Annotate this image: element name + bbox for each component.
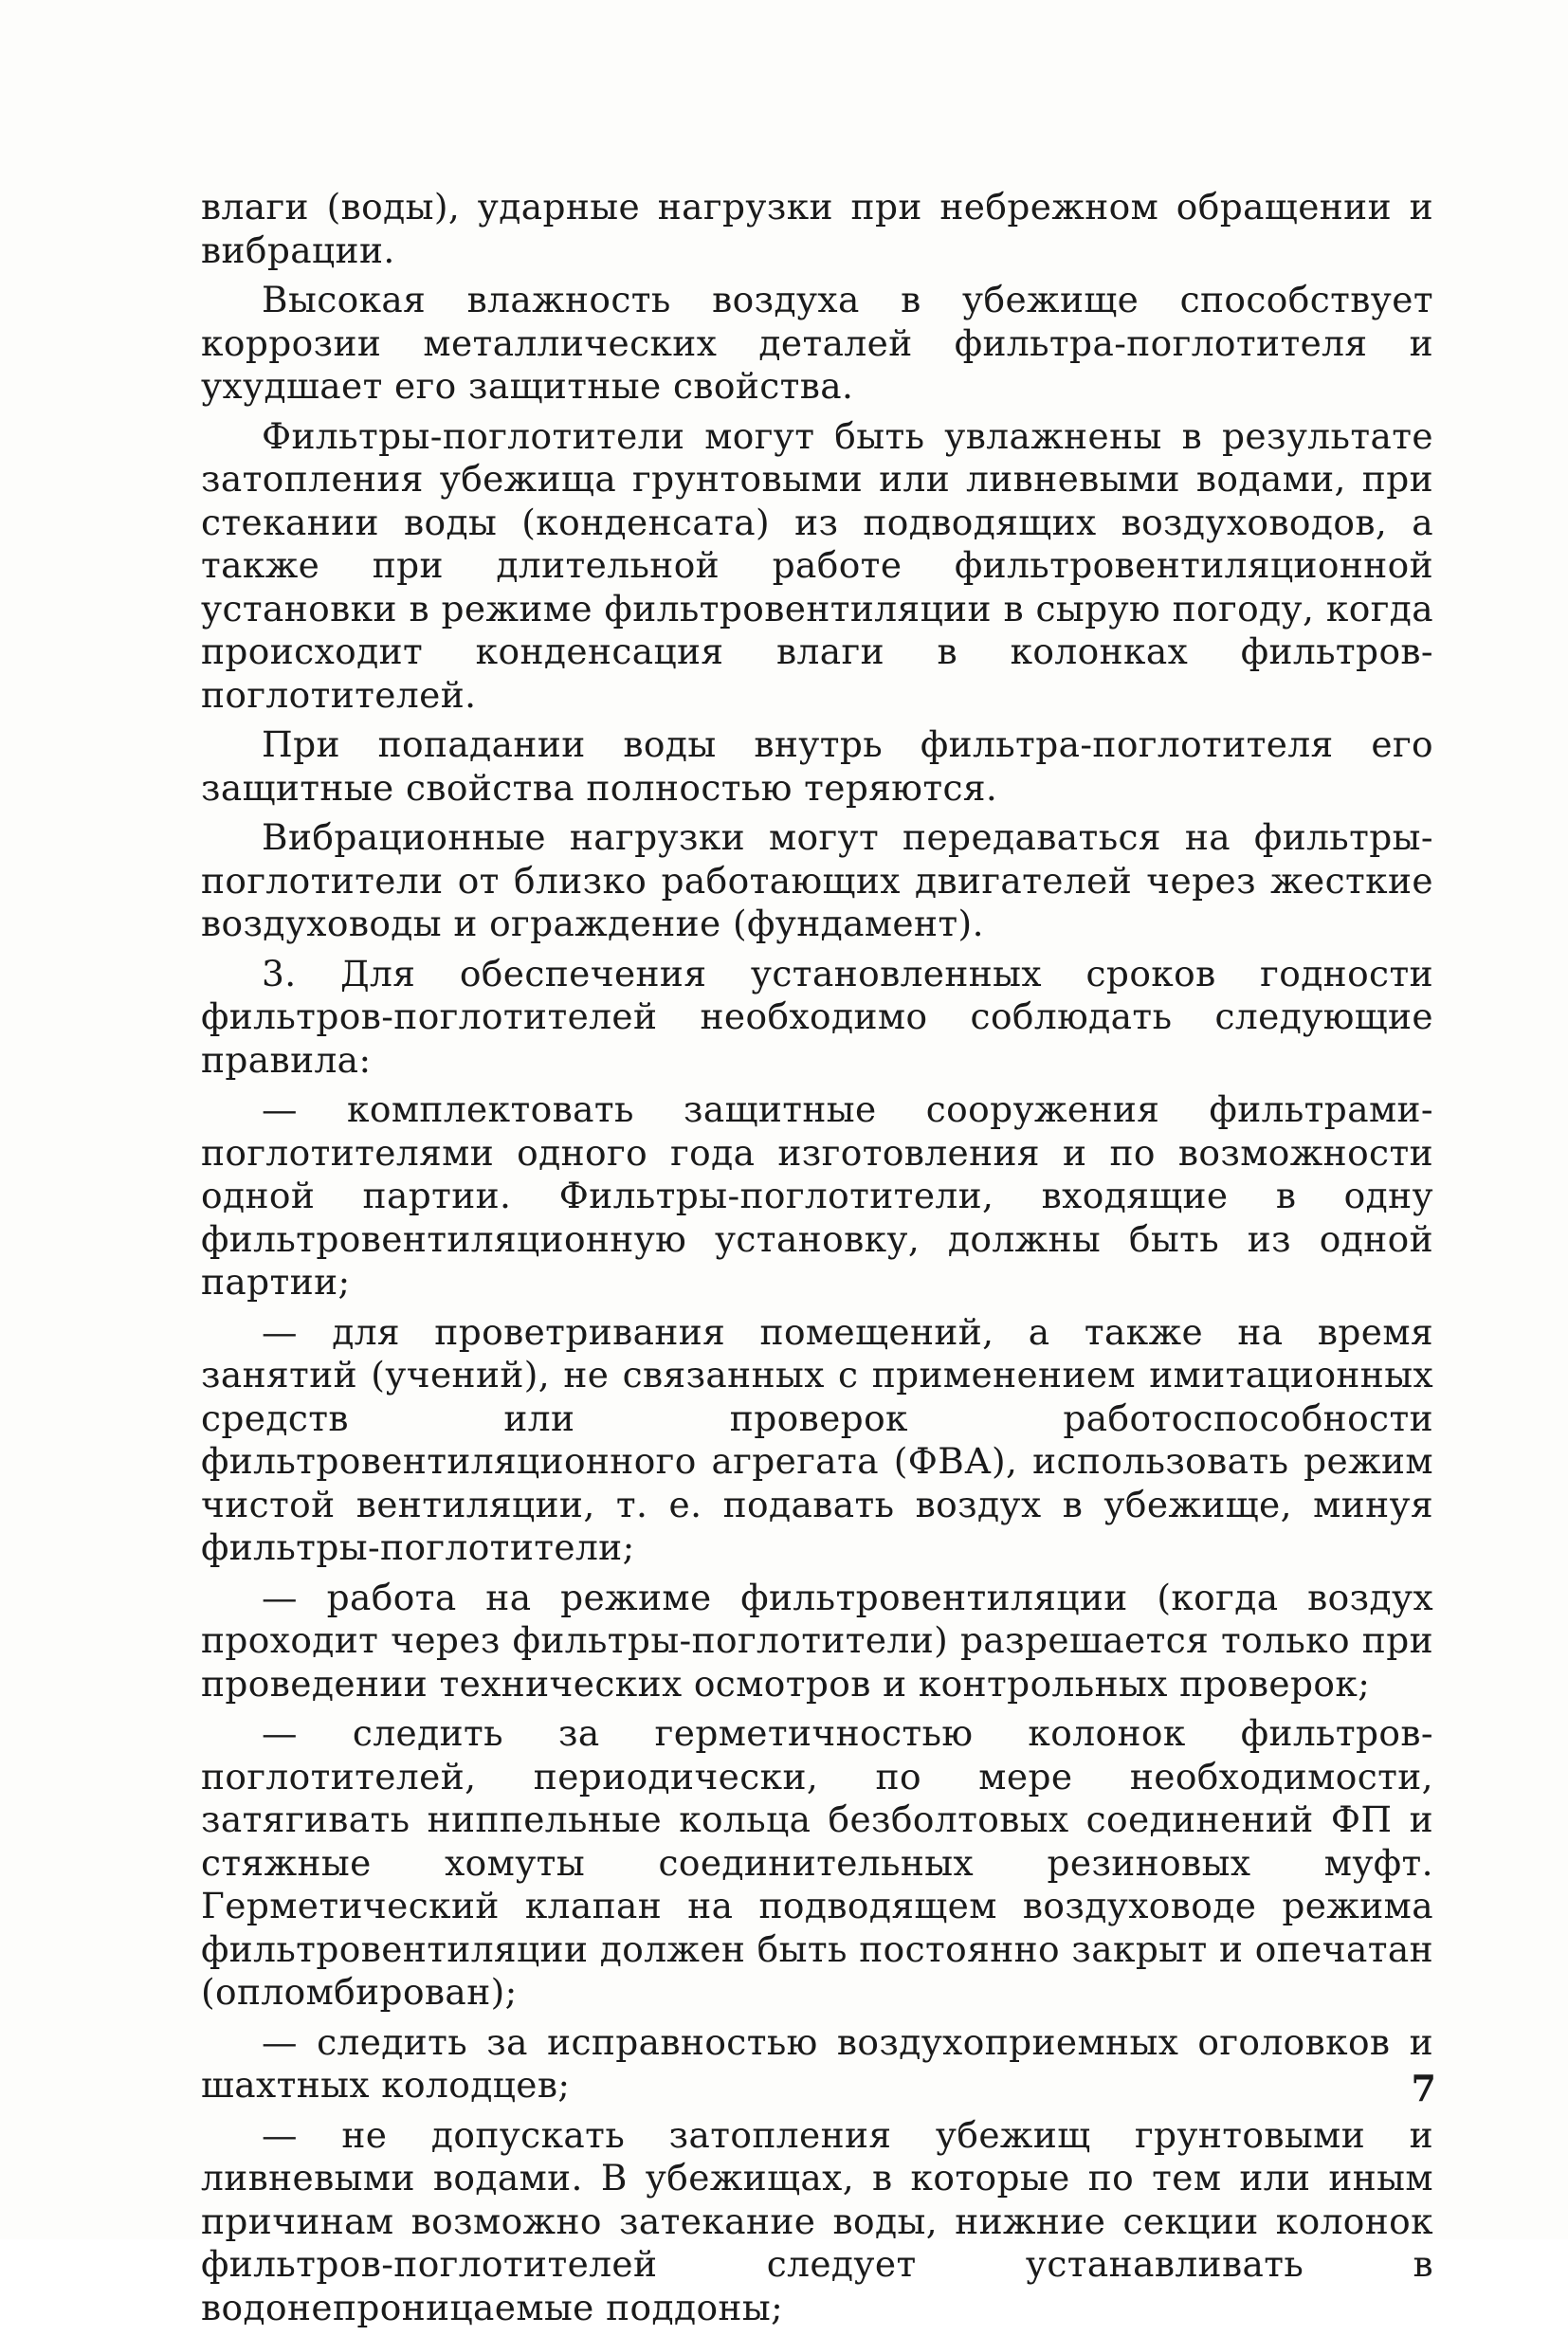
list-item-rule-1: — комплектовать защитные сооружения фильтрами-поглотителями одного года изготовления и по возможности одной партии. Фильтры-поглотители, входящие в одну фильтровентиляционную установку, должны быть из одной партии; [201,1088,1433,1303]
list-item-rule-5: — следить за исправностью воздухоприемных оголовков и шахтных колодцев; [201,2020,1433,2106]
paragraph-humidity: Высокая влажность воздуха в убежище способствует коррозии металлических деталей фильтра-поглотителя и ухудшает его защитные свойства. [201,279,1433,407]
paragraph-water-ingress: При попадании воды внутрь фильтра-поглотителя его защитные свойства полностью теряются. [201,723,1433,809]
list-item-rule-4: — следить за герметичностью колонок фильтров-поглотителей, периодически, по мере необходимости, затягивать ниппельные кольца безболтовых соединений ФП и стяжные хомуты соединительных резиновых муфт. Герметический клапан на подводящем воздуховоде режима фильтровентиляции должен быть постоянно закрыт и опечатан (опломбирован); [201,1712,1433,2013]
page-number: 7 [1411,2067,1436,2109]
list-item-rule-3: — работа на режиме фильтровентиляции (когда воздух проходит через фильтры-поглотители) разрешается только при проведении технических осмотров и контрольных проверок; [201,1576,1433,1705]
paragraph-section-3: 3. Для обеспечения установленных сроков годности фильтров-поглотителей необходимо соблюдать следующие правила: [201,952,1433,1081]
list-item-rule-6: — не допускать затопления убежищ грунтовыми и ливневыми водами. В убежищах, в которые по тем или иным причинам возможно затекание воды, нижние секции колонок фильтров-поглотителей следует устанавливать в водонепроницаемые поддоны; [201,2113,1433,2328]
paragraph-vibration: Вибрационные нагрузки могут передаваться на фильтры-поглотители от близко работающих двигателей через жесткие воздуховоды и ограждение (фундамент). [201,816,1433,944]
paragraph-moisture-causes: Фильтры-поглотители могут быть увлажнены в результате затопления убежища грунтовыми или ливневыми водами, при стекании воды (конденсата) из подводящих воздуховодов, а также при длительной работе фильтровентиляционной установки в режиме фильтровентиляции в сырую погоду, когда происходит конденсация влаги в колонках фильтров-поглотителей. [201,414,1433,716]
paragraph-continuation: влаги (воды), ударные нагрузки при небрежном обращении и вибрации. [201,186,1433,271]
body-text [201,186,1433,2336]
list-item-rule-2: — для проветривания помещений, а также на время занятий (учений), не связанных с применением имитационных средств или проверок работоспособности фильтровентиляционного агрегата (ФВА), использовать режим чистой вентиляции, т. е. подавать воздух в убежище, минуя фильтры-поглотители; [201,1310,1433,1568]
